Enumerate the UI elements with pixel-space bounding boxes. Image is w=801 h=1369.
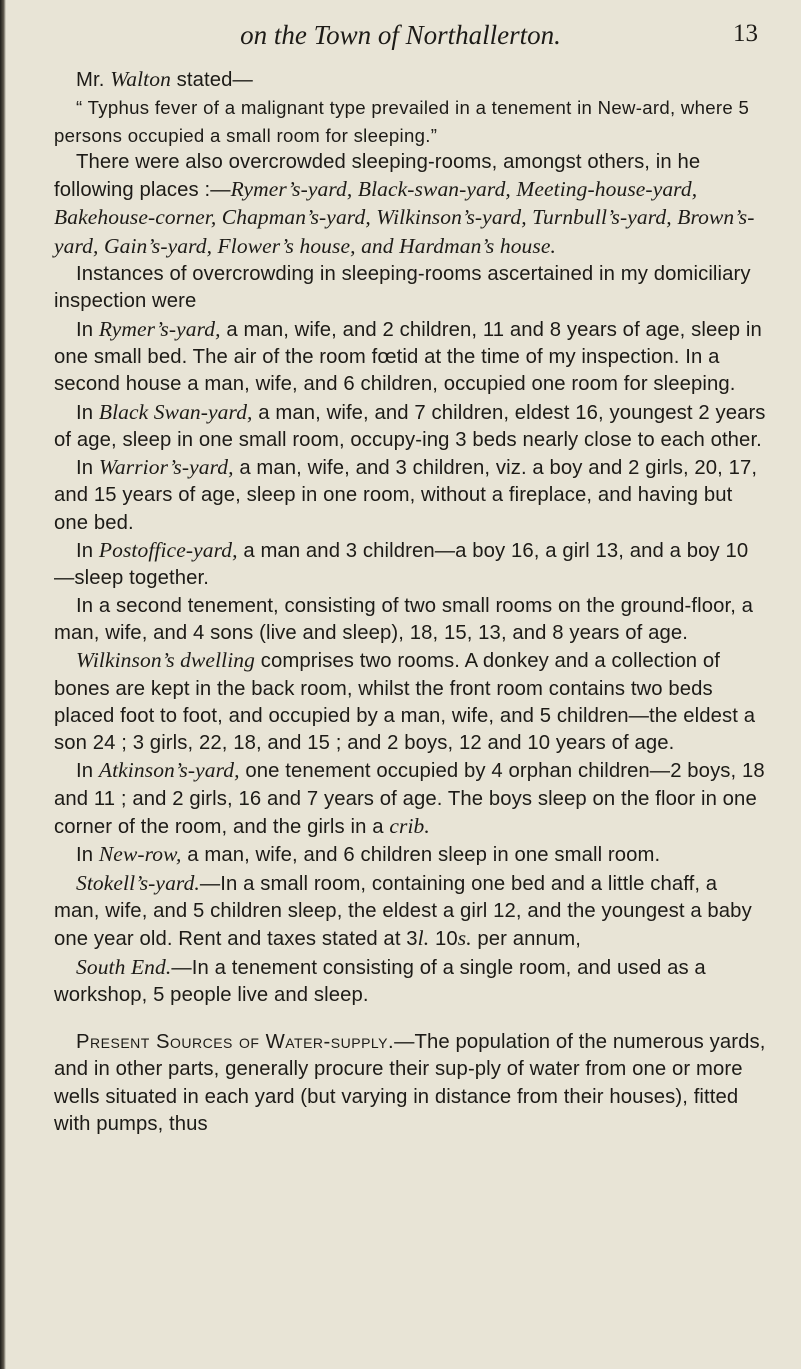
text: —In a tenement consisting of a single room, and used as a workshop, 5 people live and sleep.	[54, 956, 706, 1006]
italic-unit: s.	[457, 926, 472, 951]
page-body	[54, 66, 768, 1138]
paragraph-new-row	[54, 841, 768, 869]
text: —The population of the numerous yards, and in other parts, generally procure their sup-ply of water from one or more wells situated in each yard (but varying in distance from their houses), fitted with pumps, thus	[54, 1031, 766, 1135]
text: one tenement occupied by 4 orphan children—2 boys, 18 and 11 ; and 2 girls, 16 and 7 years of age. The boys sleep on the floor in one corner of the room, and the girls in a	[54, 760, 765, 839]
italic-place: New-row,	[98, 842, 182, 867]
text: Mr.	[76, 69, 111, 91]
italic-place: Black Swan-yard,	[98, 399, 253, 424]
page-spine-shadow	[0, 0, 6, 1369]
italic-word: crib.	[389, 814, 430, 839]
text: In	[76, 844, 99, 867]
running-title: on the Town of Northallerton.	[240, 20, 561, 50]
paragraph-quote: “ Typhus fever of a malignant type prevailed in a tenement in New-ard, where 5 persons occupied a small room for sleeping.”	[54, 97, 750, 146]
text: a man, wife, and 2 children, 11 and 8 years of age, sleep in one small bed. The air of the room fœtid at the time of my inspection. In a second house a man, wife, and 6 children, occupied one room for sleeping.	[54, 318, 762, 396]
text: a man, wife, and 3 children, viz. a boy and 2 girls, 20, 17, and 15 years of age, sleep in one room, without a fireplace, and having but one bed.	[54, 457, 758, 534]
text: In	[76, 457, 99, 480]
paragraph-overcrowded-places	[54, 149, 768, 261]
italic-place-list: Rymer’s-yard, Black-swan-yard, Meeting-house-yard, Bakehouse-corner, Chapman’s-yard, Wilkinson’s-yard, Turnbull’s-yard, Brown’s-yard, Gain’s-yard, Flower’s house, and Hardman’s house.	[54, 177, 755, 258]
text: a man, wife, and 7 children, eldest 16, youngest 2 years of age, sleep in one small room, occupy-ing 3 beds nearly close to each other.	[54, 401, 766, 451]
paragraph-second-tenement: In a second tenement, consisting of two small rooms on the ground-floor, a man, wife, and 4 sons (live and sleep), 18, 15, 13, and 8 years of age.	[54, 594, 754, 644]
text: In	[76, 760, 99, 783]
italic-name: Walton	[110, 67, 171, 91]
text: In	[76, 540, 99, 563]
italic-place: South End.	[76, 954, 172, 979]
text: —In a small room, containing one bed and a little chaff, a man, wife, and 5 children sleep, the eldest a girl 12, and the youngest a baby one year old. Rent and taxes stated at 3	[54, 872, 752, 951]
text: comprises two rooms. A donkey and a collection of bones are kept in the back room, whilst the front room contains two beds placed foot to foot, and occupied by a man, wife, and 5 children—the eldest a son 24 ; 3 girls, 22, 18, and 15 ; and 2 boys, 12 and 10 years of age.	[54, 650, 756, 755]
text: a man, wife, and 6 children sleep in one small room.	[181, 844, 661, 867]
paragraph-water-supply	[54, 1029, 768, 1138]
italic-place: Stokell’s-yard.	[76, 870, 200, 895]
paragraph-walton	[54, 66, 768, 94]
paragraph-warriors-yard	[54, 454, 768, 537]
italic-place: Rymer’s-yard,	[98, 316, 221, 341]
section-heading: Present Sources of Water-supply.	[76, 1031, 395, 1054]
text: a man and 3 children—a boy 16, a girl 13, and a boy 10—sleep together.	[54, 540, 749, 590]
paragraph-south-end	[54, 954, 768, 1010]
paragraph-wilkinsons-dwelling	[54, 647, 768, 757]
page-header	[0, 20, 801, 54]
text: stated—	[170, 69, 253, 91]
text: 10	[429, 928, 458, 951]
italic-unit: l.	[417, 926, 430, 951]
italic-place: Atkinson’s-yard,	[98, 758, 240, 783]
section-gap	[54, 1009, 768, 1029]
paragraph-rymers-yard	[54, 316, 768, 399]
paragraph-stokells-yard	[54, 870, 768, 954]
text: per annum,	[471, 928, 582, 951]
paragraph-black-swan-yard	[54, 399, 768, 455]
page-number: 13	[733, 20, 758, 47]
paragraph-atkinsons-yard	[54, 757, 768, 841]
text: In	[76, 318, 99, 341]
paragraph-instances: Instances of overcrowding in sleeping-rooms ascertained in my domiciliary inspection were	[54, 263, 751, 313]
text: In	[76, 401, 99, 424]
italic-place: Postoffice-yard,	[98, 538, 238, 563]
italic-place: Warrior’s-yard,	[98, 455, 234, 480]
italic-place: Wilkinson’s dwelling	[76, 648, 255, 673]
text: There were also overcrowded sleeping-rooms, amongst others, in he following places :—	[54, 150, 701, 202]
paragraph-postoffice-yard	[54, 537, 768, 593]
